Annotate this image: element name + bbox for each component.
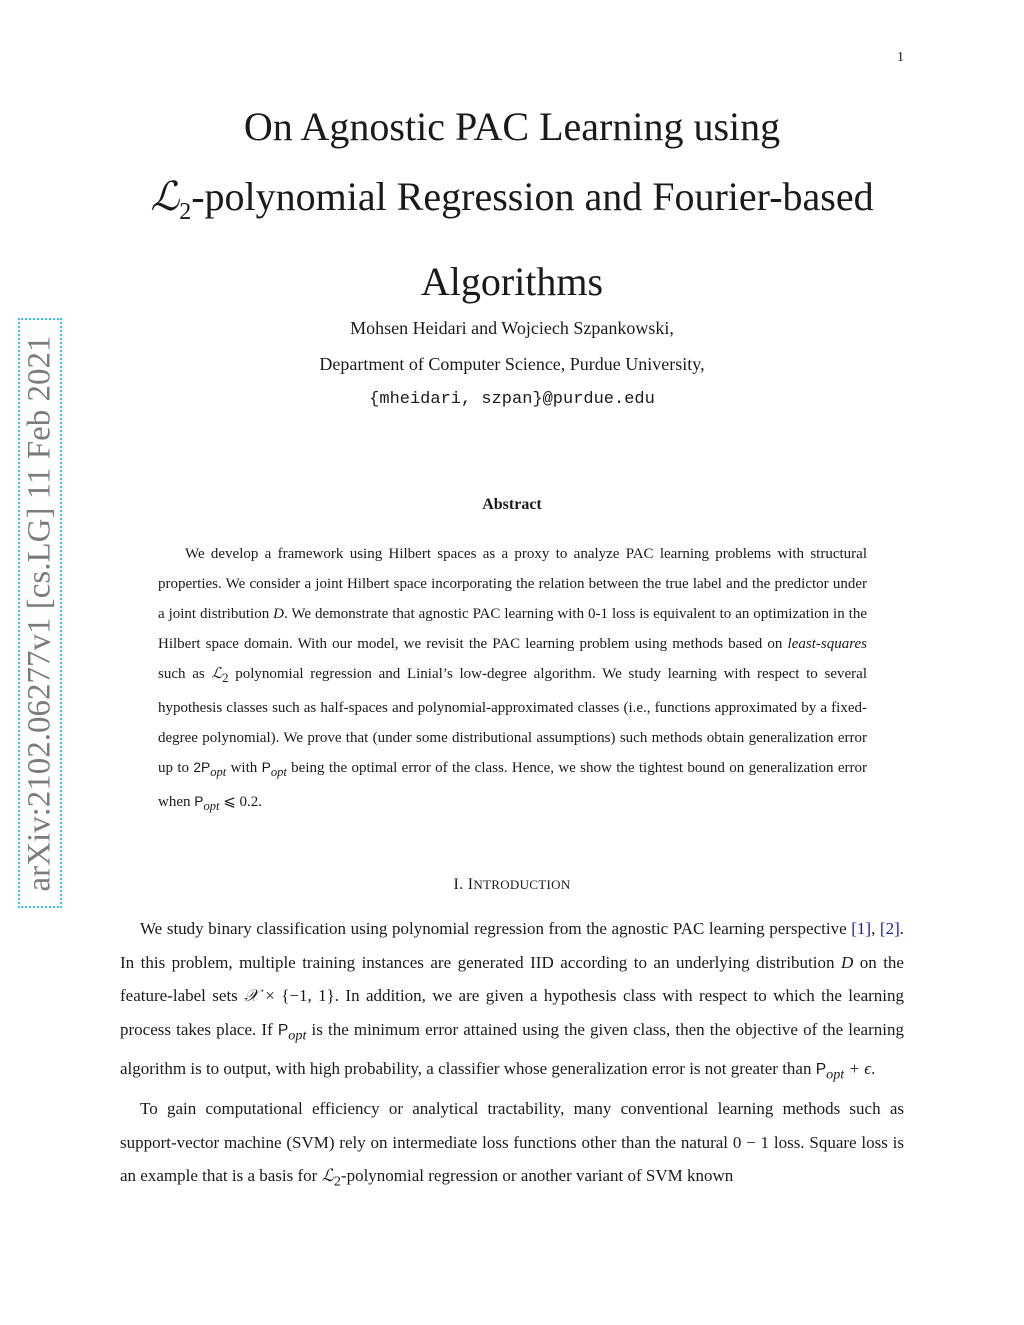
author-email: {mheidari, szpan}@purdue.edu bbox=[369, 390, 655, 409]
intro-text: To gain computational efficiency or analytical tractability, many conventional learning methods such as support-vector machine (SVM) rely on intermediate loss functions other than the natural bbox=[120, 1099, 904, 1152]
title-line-1: On Agnostic PAC Learning using bbox=[243, 104, 781, 149]
math-opt-sub: opt bbox=[288, 1026, 307, 1043]
section-title-rest: NTRODUCTION bbox=[473, 877, 571, 892]
math-p: P bbox=[277, 1021, 289, 1039]
math-2p: 2P bbox=[193, 760, 211, 775]
page-number: 1 bbox=[897, 50, 904, 65]
abstract-text-3: such as bbox=[158, 666, 212, 682]
intro-text: We study binary classification using polynomial regression from the agnostic PAC learning perspective bbox=[140, 919, 852, 938]
math-l2-symbol: ℒ bbox=[321, 1166, 334, 1186]
author-names: Mohsen Heidari and Wojciech Szpankowski, bbox=[350, 318, 674, 338]
abstract-text-7: ⩽ 0.2. bbox=[219, 794, 263, 810]
math-p: P bbox=[261, 760, 271, 775]
math-plus-epsilon: + ϵ bbox=[844, 1059, 872, 1079]
intro-paragraph-2 bbox=[120, 1092, 904, 1199]
math-l2-sub: 2 bbox=[333, 1173, 341, 1190]
section-initial: I bbox=[467, 876, 474, 893]
math-zero-one: 0 − 1 bbox=[732, 1132, 770, 1152]
abstract-text-6: being the optimal error of the class. Hence, we show the tightest bound on generalization error when bbox=[158, 760, 868, 810]
abstract-text-5: with bbox=[226, 760, 262, 776]
intro-text: on the feature-label sets bbox=[120, 952, 904, 1005]
math-feature-set: 𝒳 bbox=[244, 986, 259, 1005]
intro-paragraph-1: We study binary classification using polynomial regression from the agnostic PAC learning perspective [1], [2]. In this problem, multiple training instances are generated IID according to an underlying distribution D on the feature-label sets 𝒳 × {−1, 1}. In addition, we are given a hypothesis class with respect to which the learning process takes place. If $P_{opt}$ is the minimum error attained using the given class, then the objective of the learning algorithm is to output, with high probability, a classifier whose generalization error is not greater than $P_{opt} + \epsilon$. bbox=[120, 919, 904, 1083]
arxiv-identifier[interactable]: arXiv:2102.06277v1 [cs.LG] 11 Feb 2021 bbox=[21, 334, 58, 892]
intro-text: loss. Square loss is an example that is a basis for bbox=[120, 1132, 904, 1186]
title-math-l: ℒ bbox=[150, 174, 180, 219]
title-line-2 bbox=[100, 162, 924, 247]
paper-title bbox=[100, 92, 924, 317]
section-numeral: I. bbox=[453, 876, 468, 893]
abstract-text-1: We develop a framework using Hilbert spaces as a proxy to analyze PAC learning problems with structural properties. We consider a joint Hilbert space incorporating the relation between the true label and the predictor under a joint distribution bbox=[158, 546, 867, 622]
citation-1[interactable]: [1] bbox=[851, 919, 872, 938]
math-opt-sub: opt bbox=[270, 765, 287, 779]
abstract-paragraph bbox=[158, 539, 867, 821]
intro-text: is the minimum error attained using the given class, then the objective of the learning algorithm is to output, with high probability, a classifier whose generalization error is not greater than bbox=[120, 1019, 904, 1079]
section-heading-introduction bbox=[0, 876, 1024, 894]
author-block bbox=[120, 310, 904, 418]
abstract-body bbox=[158, 539, 867, 821]
title-math-sub: 2 bbox=[179, 199, 192, 225]
intro-text: × {−1, 1}. In addition, we are given a hypothesis class with respect to which the learning process takes place. If bbox=[120, 986, 904, 1039]
math-opt-sub: opt bbox=[203, 799, 220, 813]
math-l2-symbol: ℒ bbox=[211, 666, 223, 682]
intro-text: . bbox=[871, 1059, 876, 1079]
introduction-body bbox=[120, 912, 904, 1199]
abstract-emphasis: least-squares bbox=[787, 636, 867, 652]
math-p: P bbox=[194, 794, 204, 809]
abstract-text-4: polynomial regression and Linial’s low-degree algorithm. We study learning with respect to several hypothesis classes such as half-spaces and polynomial-approximated classes (i.e., functions approximated by a fixed-degree polynomial). We prove that (under some distributional assumptions) such methods obtain generalization error up to bbox=[158, 666, 867, 776]
math-l2-sub: 2 bbox=[222, 671, 229, 685]
abstract-heading: Abstract bbox=[482, 496, 542, 513]
math-p: P bbox=[815, 1061, 827, 1079]
math-distribution-d: D bbox=[273, 606, 284, 622]
intro-text: -polynomial regression or another variant of SVM known bbox=[340, 1166, 734, 1186]
title-line-3: Algorithms bbox=[420, 259, 604, 304]
math-opt-sub: opt bbox=[826, 1066, 845, 1083]
author-affiliation: Department of Computer Science, Purdue University, bbox=[319, 354, 705, 374]
math-distribution-d: D bbox=[840, 952, 854, 972]
math-opt-sub: opt bbox=[210, 765, 227, 779]
title-line-2-text: -polynomial Regression and Fourier-based bbox=[191, 174, 874, 219]
citation-2[interactable]: [2] bbox=[879, 919, 900, 938]
intro-text: . In this problem, multiple training instances are generated IID according to an underlying distribution bbox=[120, 919, 904, 972]
abstract-text-2: . We demonstrate that agnostic PAC learning with 0-1 loss is equivalent to an optimization in the Hilbert space domain. With our model, we revisit the PAC learning problem using methods based on bbox=[158, 606, 867, 652]
arxiv-stamp bbox=[18, 318, 62, 908]
